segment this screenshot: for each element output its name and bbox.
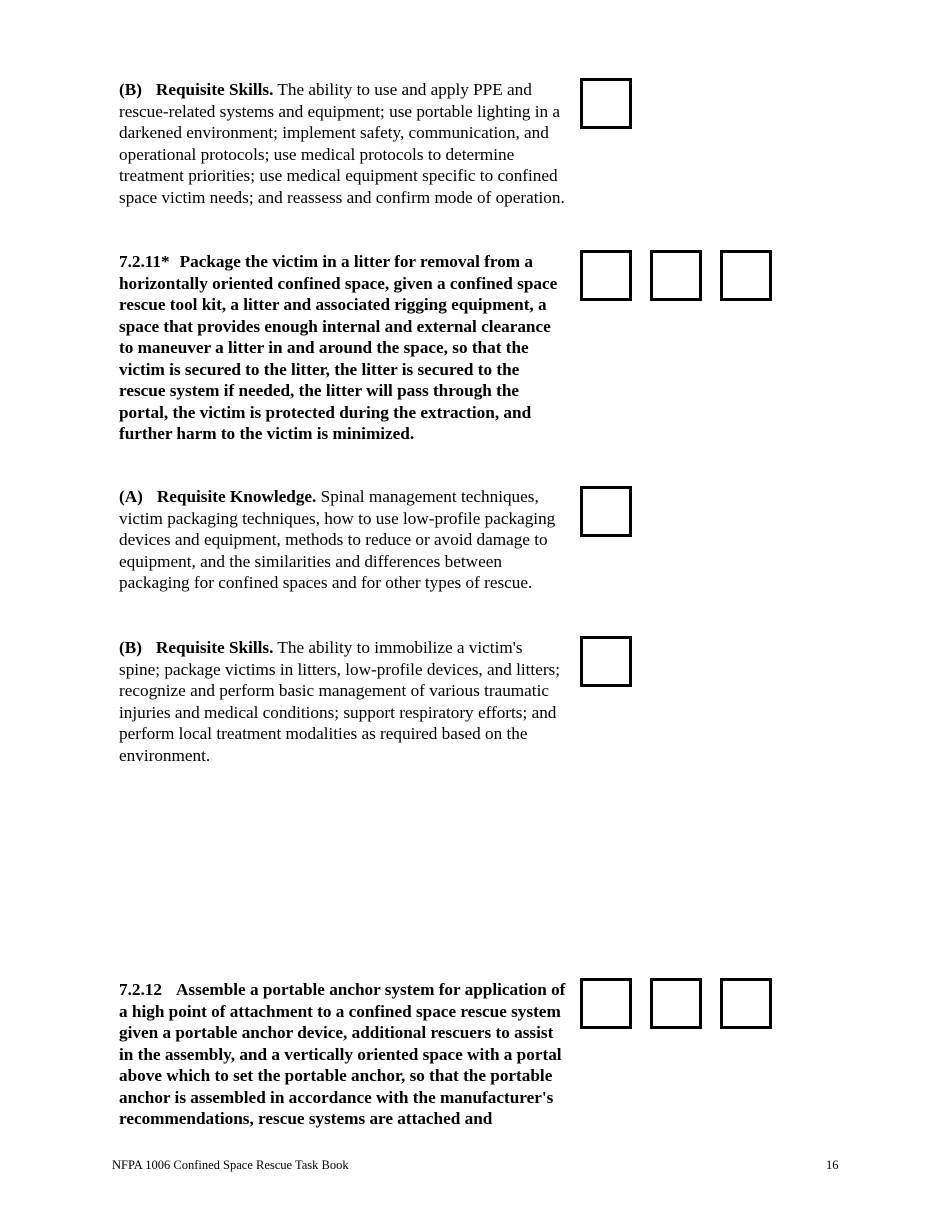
section-label: (A) [119, 487, 143, 506]
signoff-checkbox[interactable] [650, 978, 702, 1029]
page-number: 16 [826, 1158, 839, 1172]
signoff-checkbox[interactable] [580, 486, 632, 537]
section-number: 7.2.11* [119, 252, 170, 271]
signoff-checkbox[interactable] [720, 978, 772, 1029]
section-7-2-11 [119, 251, 567, 445]
section-a-requisite-knowledge [119, 486, 567, 594]
section-b-requisite-skills-1 [119, 79, 567, 208]
section-label: (B) [119, 638, 142, 657]
signoff-checkbox[interactable] [580, 978, 632, 1029]
section-7-2-12 [119, 979, 567, 1130]
section-label: (B) [119, 80, 142, 99]
section-text: The ability to immobilize a victim's spine; package victims in litters, low-profile devices, and litters; recognize and perform basic management of various traumatic injuries and medical conditions; support respiratory efforts; and perform local treatment modalities as required based on the environment. [119, 638, 561, 765]
section-number: 7.2.12 [119, 980, 162, 999]
section-heading: Requisite Skills. [155, 638, 274, 657]
signoff-checkbox[interactable] [580, 250, 632, 301]
section-heading: Requisite Knowledge. [156, 487, 317, 506]
signoff-checkbox[interactable] [580, 78, 632, 129]
section-heading: Requisite Skills. [155, 80, 274, 99]
section-text: Assemble a portable anchor system for application of a high point of attachment to a confined space rescue system given a portable anchor device, additional rescuers to assist in the assembly, and a vertically oriented space with a portal above which to set the portable anchor, so that the portable anchor is assembled in accordance with the manufacturer's recommendations, rescue systems are attached and [119, 980, 566, 1128]
section-text: Spinal management techniques, victim packaging techniques, how to use low-profile packaging devices and equipment, methods to reduce or avoid damage to equipment, and the similarities and differences between packaging for confined spaces and for other types of rescue. [119, 487, 556, 592]
footer-title: NFPA 1006 Confined Space Rescue Task Book [112, 1158, 349, 1172]
section-text: The ability to use and apply PPE and rescue-related systems and equipment; use portable lighting in a darkened environment; implement safety, communication, and operational protocols; use medical protocols to determine treatment priorities; use medical equipment specific to confined space victim needs; and reassess and confirm mode of operation. [119, 80, 565, 207]
section-b-requisite-skills-2 [119, 637, 567, 766]
section-text: Package the victim in a litter for removal from a horizontally oriented confined space, given a confined space rescue tool kit, a litter and associated rigging equipment, a space that provides enough internal and external clearance to maneuver a litter in and around the space, so that the victim is secured to the litter, the litter is secured to the rescue system if needed, the litter will pass through the portal, the victim is protected during the extraction, and further harm to the victim is minimized. [119, 252, 558, 443]
signoff-checkbox[interactable] [720, 250, 772, 301]
signoff-checkbox[interactable] [580, 636, 632, 687]
signoff-checkbox[interactable] [650, 250, 702, 301]
